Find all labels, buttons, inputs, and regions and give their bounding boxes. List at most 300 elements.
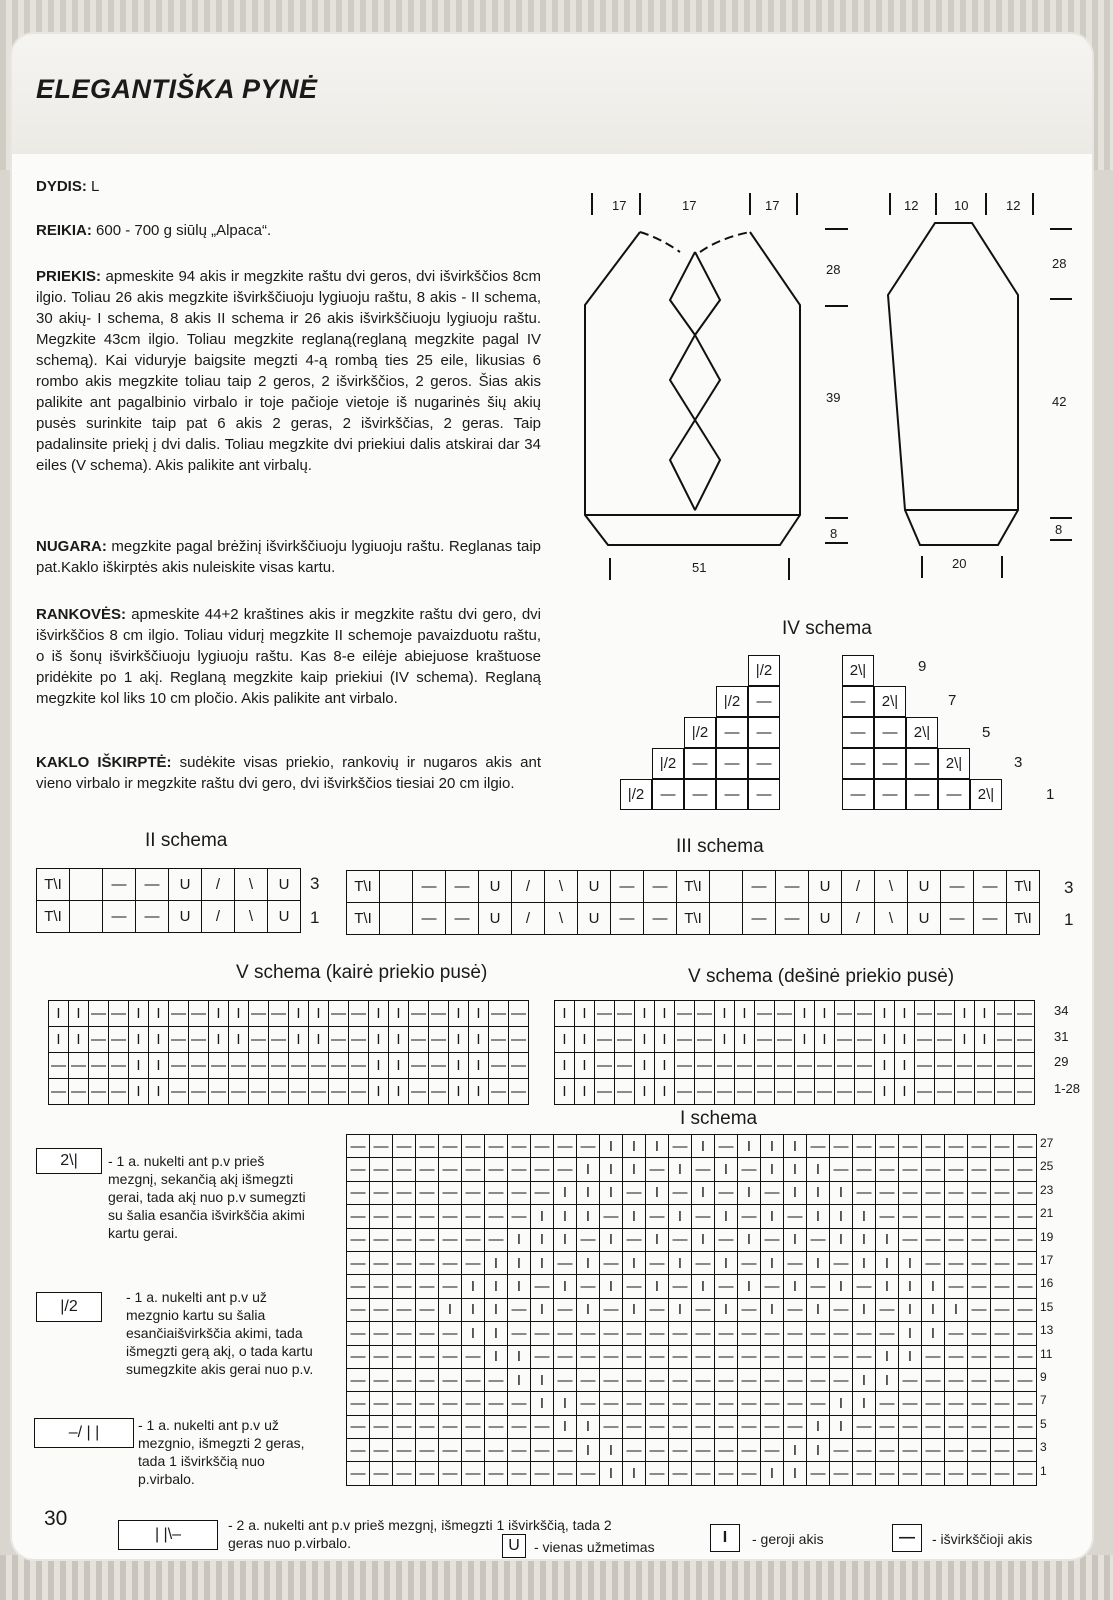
- chart-cell: —: [1014, 1322, 1037, 1345]
- chart-cell: —: [209, 1079, 229, 1105]
- chart-cell: —: [922, 1369, 945, 1392]
- v-right-grid: [554, 1000, 1035, 1105]
- chart-cell: —: [991, 1158, 1014, 1181]
- chart-cell: —: [922, 1182, 945, 1205]
- chart-cell: I: [646, 1229, 669, 1252]
- v-row-1-28: 1-28: [1054, 1081, 1081, 1096]
- chart-cell: —: [761, 1182, 784, 1205]
- chart-cell: —: [775, 1053, 795, 1079]
- chart-cell: I: [462, 1275, 485, 1298]
- chart-cell: —: [416, 1439, 439, 1462]
- iv-cell: —: [906, 748, 938, 779]
- v-left-title: V schema (kairė priekio pusė): [236, 962, 488, 983]
- chart-cell: —: [755, 1027, 775, 1053]
- chart-cell: —: [945, 1275, 968, 1298]
- chart-cell: I: [485, 1299, 508, 1322]
- sleeve-dim-left: 12: [904, 198, 919, 213]
- front-cable: [670, 252, 720, 510]
- chart-cell: I: [669, 1252, 692, 1275]
- i-schema-grid: [346, 1134, 1037, 1486]
- chart-cell: [380, 871, 413, 903]
- chart-cell: —: [669, 1229, 692, 1252]
- chart-cell: —: [830, 1299, 853, 1322]
- chart-cell: \: [545, 903, 578, 935]
- chart-cell: —: [935, 1001, 955, 1027]
- chart-cell: U: [268, 869, 301, 901]
- chart-cell: I: [895, 1053, 915, 1079]
- chart-cell: —: [370, 1322, 393, 1345]
- chart-cell: —: [795, 1053, 815, 1079]
- chart-cell: —: [462, 1205, 485, 1228]
- chart-cell: —: [370, 1158, 393, 1181]
- chart-cell: I: [784, 1182, 807, 1205]
- chart-cell: —: [462, 1135, 485, 1158]
- kaklo-paragraph: [36, 752, 541, 794]
- chart-cell: I: [129, 1053, 149, 1079]
- chart-cell: I: [389, 1079, 409, 1105]
- legend-cable-right-text: - 2 a. nukelti ant p.v prieš mezgnį, išmegzti 1 išvirkščią, tada 2 geras nuo p.virbalo.: [228, 1517, 612, 1551]
- chart-cell: I: [646, 1275, 669, 1298]
- chart-cell: —: [899, 1462, 922, 1485]
- chart-cell: —: [1014, 1135, 1037, 1158]
- chart-cell: —: [347, 1182, 370, 1205]
- chart-cell: I: [853, 1205, 876, 1228]
- iv-cell: —: [874, 748, 906, 779]
- chart-cell: I: [469, 1053, 489, 1079]
- sleeve-height-body: 42: [1052, 394, 1067, 409]
- chart-cell: —: [876, 1135, 899, 1158]
- chart-cell: —: [876, 1416, 899, 1439]
- chart-cell: I: [875, 1027, 895, 1053]
- chart-cell: I: [795, 1027, 815, 1053]
- chart-cell: —: [835, 1027, 855, 1053]
- chart-cell: I: [555, 1001, 575, 1027]
- chart-cell: —: [807, 1369, 830, 1392]
- chart-cell: —: [89, 1053, 109, 1079]
- chart-cell: —: [922, 1229, 945, 1252]
- chart-cell: I: [922, 1322, 945, 1345]
- iv-cell: |/2: [716, 686, 748, 717]
- chart-cell: —: [69, 1079, 89, 1105]
- front-dim-left: 17: [612, 198, 627, 213]
- i-row-number: 23: [1040, 1182, 1054, 1197]
- chart-cell: I: [623, 1462, 646, 1485]
- chart-cell: I: [853, 1392, 876, 1415]
- chart-cell: —: [393, 1135, 416, 1158]
- i-row-number: 17: [1040, 1253, 1054, 1267]
- chart-cell: —: [1014, 1205, 1037, 1228]
- chart-cell: —: [393, 1346, 416, 1369]
- chart-cell: —: [600, 1416, 623, 1439]
- chart-cell: —: [249, 1053, 269, 1079]
- legend-purl-text: - išvirkščioji akis: [932, 1531, 1033, 1547]
- chart-cell: —: [675, 1053, 695, 1079]
- chart-cell: —: [393, 1299, 416, 1322]
- chart-cell: —: [738, 1462, 761, 1485]
- chart-cell: —: [1014, 1392, 1037, 1415]
- chart-cell: —: [600, 1299, 623, 1322]
- chart-cell: —: [393, 1158, 416, 1181]
- chart-cell: I: [795, 1001, 815, 1027]
- chart-cell: —: [922, 1462, 945, 1485]
- chart-cell: —: [409, 1001, 429, 1027]
- chart-cell: —: [508, 1299, 531, 1322]
- chart-cell: —: [922, 1158, 945, 1181]
- chart-cell: I: [577, 1439, 600, 1462]
- chart-cell: I: [577, 1252, 600, 1275]
- chart-cell: —: [995, 1053, 1015, 1079]
- iv-cell: |/2: [620, 779, 652, 810]
- chart-cell: —: [623, 1416, 646, 1439]
- chart-cell: —: [853, 1439, 876, 1462]
- chart-cell: —: [761, 1439, 784, 1462]
- chart-cell: I: [875, 1079, 895, 1105]
- chart-cell: I: [531, 1299, 554, 1322]
- chart-cell: —: [775, 1079, 795, 1105]
- dydis-label: DYDIS:: [36, 178, 87, 195]
- chart-cell: —: [508, 1322, 531, 1345]
- chart-cell: —: [761, 1369, 784, 1392]
- chart-cell: I: [485, 1252, 508, 1275]
- chart-cell: —: [692, 1462, 715, 1485]
- chart-cell: —: [715, 1182, 738, 1205]
- chart-cell: —: [329, 1079, 349, 1105]
- chart-cell: I: [807, 1299, 830, 1322]
- chart-cell: —: [991, 1322, 1014, 1345]
- chart-cell: —: [692, 1392, 715, 1415]
- chart-cell: U: [908, 903, 941, 935]
- chart-cell: —: [554, 1299, 577, 1322]
- chart-cell: —: [416, 1252, 439, 1275]
- chart-cell: \: [875, 903, 908, 935]
- chart-cell: I: [975, 1001, 995, 1027]
- front-dim-right: 17: [765, 198, 780, 213]
- ii-schema-title: II schema: [145, 830, 228, 851]
- chart-cell: —: [695, 1027, 715, 1053]
- chart-cell: —: [991, 1416, 1014, 1439]
- chart-cell: —: [600, 1252, 623, 1275]
- chart-cell: —: [393, 1205, 416, 1228]
- chart-cell: I: [735, 1027, 755, 1053]
- chart-cell: —: [439, 1462, 462, 1485]
- chart-cell: —: [853, 1322, 876, 1345]
- chart-cell: —: [738, 1369, 761, 1392]
- chart-cell: I: [508, 1252, 531, 1275]
- priekis-label: PRIEKIS:: [36, 268, 102, 285]
- chart-cell: —: [715, 1462, 738, 1485]
- chart-cell: —: [347, 1346, 370, 1369]
- chart-cell: —: [508, 1462, 531, 1485]
- chart-cell: —: [935, 1053, 955, 1079]
- chart-cell: —: [462, 1252, 485, 1275]
- chart-cell: —: [955, 1053, 975, 1079]
- chart-cell: \: [235, 869, 268, 901]
- legend-2-backslash-symbol: 2\|: [36, 1148, 102, 1174]
- chart-cell: —: [416, 1462, 439, 1485]
- chart-cell: —: [692, 1346, 715, 1369]
- chart-cell: I: [955, 1001, 975, 1027]
- sleeve-dim-right: 12: [1006, 198, 1021, 213]
- chart-cell: —: [669, 1182, 692, 1205]
- chart-cell: —: [462, 1346, 485, 1369]
- chart-cell: —: [855, 1001, 875, 1027]
- chart-cell: —: [646, 1299, 669, 1322]
- chart-cell: —: [830, 1158, 853, 1181]
- chart-cell: I: [815, 1027, 835, 1053]
- chart-cell: —: [347, 1416, 370, 1439]
- chart-cell: I: [623, 1135, 646, 1158]
- chart-cell: U: [809, 871, 842, 903]
- chart-cell: —: [600, 1369, 623, 1392]
- chart-cell: —: [899, 1439, 922, 1462]
- chart-cell: —: [416, 1392, 439, 1415]
- chart-cell: —: [1015, 1001, 1035, 1027]
- chart-cell: I: [807, 1182, 830, 1205]
- chart-cell: —: [349, 1027, 369, 1053]
- chart-cell: I: [635, 1027, 655, 1053]
- chart-cell: I: [69, 1027, 89, 1053]
- chart-cell: —: [1014, 1229, 1037, 1252]
- chart-cell: —: [623, 1346, 646, 1369]
- chart-cell: —: [968, 1462, 991, 1485]
- sleeve-height-rib: 8: [1055, 522, 1063, 537]
- chart-cell: —: [349, 1001, 369, 1027]
- chart-cell: I: [635, 1001, 655, 1027]
- chart-cell: —: [738, 1346, 761, 1369]
- dydis-value: L: [86, 178, 100, 195]
- chart-cell: —: [462, 1182, 485, 1205]
- chart-cell: —: [49, 1079, 69, 1105]
- chart-cell: —: [692, 1158, 715, 1181]
- chart-cell: —: [922, 1135, 945, 1158]
- chart-cell: —: [876, 1439, 899, 1462]
- chart-cell: —: [784, 1416, 807, 1439]
- chart-cell: I: [830, 1229, 853, 1252]
- chart-cell: I: [555, 1027, 575, 1053]
- chart-cell: I: [955, 1027, 975, 1053]
- chart-cell: —: [830, 1346, 853, 1369]
- chart-cell: I: [600, 1135, 623, 1158]
- chart-cell: —: [439, 1369, 462, 1392]
- chart-cell: —: [89, 1001, 109, 1027]
- chart-cell: I: [623, 1205, 646, 1228]
- chart-cell: —: [600, 1205, 623, 1228]
- chart-cell: —: [439, 1135, 462, 1158]
- chart-cell: /: [202, 901, 235, 933]
- chart-cell: —: [807, 1135, 830, 1158]
- chart-cell: —: [370, 1346, 393, 1369]
- chart-cell: —: [416, 1416, 439, 1439]
- chart-cell: —: [776, 903, 809, 935]
- chart-cell: —: [600, 1392, 623, 1415]
- chart-cell: —: [738, 1299, 761, 1322]
- chart-cell: T\I: [347, 871, 380, 903]
- chart-cell: I: [922, 1275, 945, 1298]
- chart-cell: I: [899, 1346, 922, 1369]
- chart-cell: —: [462, 1439, 485, 1462]
- chart-cell: I: [149, 1027, 169, 1053]
- chart-cell: I: [369, 1079, 389, 1105]
- chart-cell: —: [269, 1027, 289, 1053]
- chart-cell: —: [485, 1462, 508, 1485]
- chart-cell: —: [136, 869, 169, 901]
- i-row-number: 16: [1040, 1276, 1054, 1291]
- chart-cell: —: [49, 1053, 69, 1079]
- legend-slash-2-text: - 1 a. nukelti ant p.v už mezgnio kartu su šalia esančiaišvirkščia akimi, tada išmegzti gerą akį, o tada kartu sumegzkite akis gerai nuo p.v.: [126, 1289, 314, 1377]
- chart-cell: —: [611, 871, 644, 903]
- chart-cell: —: [807, 1229, 830, 1252]
- chart-cell: —: [577, 1275, 600, 1298]
- chart-cell: I: [899, 1275, 922, 1298]
- chart-cell: I: [577, 1299, 600, 1322]
- chart-cell: —: [485, 1416, 508, 1439]
- chart-cell: —: [103, 869, 136, 901]
- chart-cell: I: [469, 1027, 489, 1053]
- kaklo-label: KAKLO IŠKIRPTĖ:: [36, 754, 172, 771]
- chart-cell: —: [531, 1439, 554, 1462]
- chart-cell: —: [393, 1439, 416, 1462]
- chart-cell: —: [370, 1275, 393, 1298]
- chart-cell: —: [945, 1252, 968, 1275]
- chart-cell: —: [815, 1079, 835, 1105]
- chart-cell: —: [692, 1299, 715, 1322]
- iv-row-9: 9: [918, 658, 927, 675]
- chart-cell: —: [615, 1079, 635, 1105]
- chart-cell: —: [830, 1135, 853, 1158]
- chart-cell: I: [389, 1001, 409, 1027]
- chart-cell: —: [393, 1369, 416, 1392]
- chart-cell: —: [439, 1439, 462, 1462]
- chart-cell: —: [347, 1299, 370, 1322]
- chart-cell: —: [109, 1079, 129, 1105]
- chart-cell: —: [370, 1299, 393, 1322]
- chart-cell: —: [416, 1322, 439, 1345]
- chart-cell: I: [738, 1182, 761, 1205]
- chart-cell: —: [370, 1205, 393, 1228]
- iv-cell: —: [716, 717, 748, 748]
- chart-cell: —: [830, 1322, 853, 1345]
- chart-cell: —: [695, 1001, 715, 1027]
- chart-cell: —: [876, 1182, 899, 1205]
- chart-cell: I: [853, 1369, 876, 1392]
- chart-cell: —: [669, 1416, 692, 1439]
- chart-cell: —: [735, 1053, 755, 1079]
- chart-cell: —: [715, 1439, 738, 1462]
- chart-cell: I: [575, 1001, 595, 1027]
- chart-cell: —: [968, 1229, 991, 1252]
- chart-cell: I: [669, 1158, 692, 1181]
- chart-cell: —: [615, 1053, 635, 1079]
- chart-cell: —: [577, 1392, 600, 1415]
- chart-cell: —: [922, 1205, 945, 1228]
- chart-cell: —: [485, 1392, 508, 1415]
- chart-cell: —: [169, 1079, 189, 1105]
- chart-cell: —: [393, 1462, 416, 1485]
- chart-cell: I: [149, 1053, 169, 1079]
- chart-cell: I: [575, 1053, 595, 1079]
- chart-cell: —: [508, 1392, 531, 1415]
- chart-cell: —: [1015, 1027, 1035, 1053]
- chart-cell: —: [370, 1462, 393, 1485]
- chart-cell: —: [644, 903, 677, 935]
- chart-cell: I: [149, 1001, 169, 1027]
- chart-cell: I: [531, 1229, 554, 1252]
- chart-cell: —: [595, 1001, 615, 1027]
- chart-cell: I: [895, 1001, 915, 1027]
- chart-cell: —: [935, 1079, 955, 1105]
- chart-cell: —: [835, 1001, 855, 1027]
- chart-cell: —: [370, 1135, 393, 1158]
- chart-cell: —: [462, 1369, 485, 1392]
- chart-cell: —: [761, 1229, 784, 1252]
- chart-cell: I: [853, 1229, 876, 1252]
- chart-cell: I: [830, 1275, 853, 1298]
- chart-cell: —: [899, 1205, 922, 1228]
- front-height-rib: 8: [830, 526, 838, 541]
- chart-cell: —: [347, 1392, 370, 1415]
- chart-cell: —: [109, 1027, 129, 1053]
- chart-cell: I: [49, 1001, 69, 1027]
- chart-cell: —: [289, 1079, 309, 1105]
- chart-cell: —: [915, 1053, 935, 1079]
- chart-cell: I: [875, 1001, 895, 1027]
- chart-cell: —: [715, 1135, 738, 1158]
- chart-cell: —: [249, 1027, 269, 1053]
- chart-cell: I: [715, 1252, 738, 1275]
- chart-cell: /: [512, 903, 545, 935]
- chart-cell: —: [692, 1416, 715, 1439]
- chart-cell: —: [347, 1229, 370, 1252]
- chart-cell: —: [595, 1079, 615, 1105]
- chart-cell: —: [743, 903, 776, 935]
- chart-cell: —: [991, 1462, 1014, 1485]
- chart-cell: —: [269, 1079, 289, 1105]
- chart-cell: —: [738, 1158, 761, 1181]
- chart-cell: —: [761, 1416, 784, 1439]
- chart-cell: U: [169, 901, 202, 933]
- chart-cell: —: [669, 1275, 692, 1298]
- chart-cell: —: [876, 1462, 899, 1485]
- chart-cell: —: [991, 1346, 1014, 1369]
- chart-cell: —: [429, 1053, 449, 1079]
- iv-cell: —: [842, 748, 874, 779]
- chart-cell: —: [991, 1275, 1014, 1298]
- chart-cell: —: [462, 1158, 485, 1181]
- chart-cell: I: [531, 1205, 554, 1228]
- chart-cell: —: [370, 1252, 393, 1275]
- chart-cell: I: [289, 1027, 309, 1053]
- chart-cell: —: [815, 1053, 835, 1079]
- chart-cell: —: [531, 1322, 554, 1345]
- chart-cell: I: [655, 1001, 675, 1027]
- chart-cell: —: [945, 1392, 968, 1415]
- chart-cell: —: [945, 1462, 968, 1485]
- chart-cell: I: [554, 1182, 577, 1205]
- chart-cell: I: [554, 1392, 577, 1415]
- chart-cell: —: [945, 1182, 968, 1205]
- chart-cell: —: [735, 1079, 755, 1105]
- chart-cell: —: [249, 1079, 269, 1105]
- iv-cell: 2\|: [842, 655, 874, 686]
- iv-cell: 2\|: [938, 748, 970, 779]
- chart-cell: —: [554, 1158, 577, 1181]
- chart-cell: —: [416, 1205, 439, 1228]
- chart-cell: I: [623, 1158, 646, 1181]
- chart-cell: I: [738, 1275, 761, 1298]
- iv-row-7: 7: [948, 692, 957, 709]
- chart-cell: —: [755, 1001, 775, 1027]
- chart-cell: I: [575, 1079, 595, 1105]
